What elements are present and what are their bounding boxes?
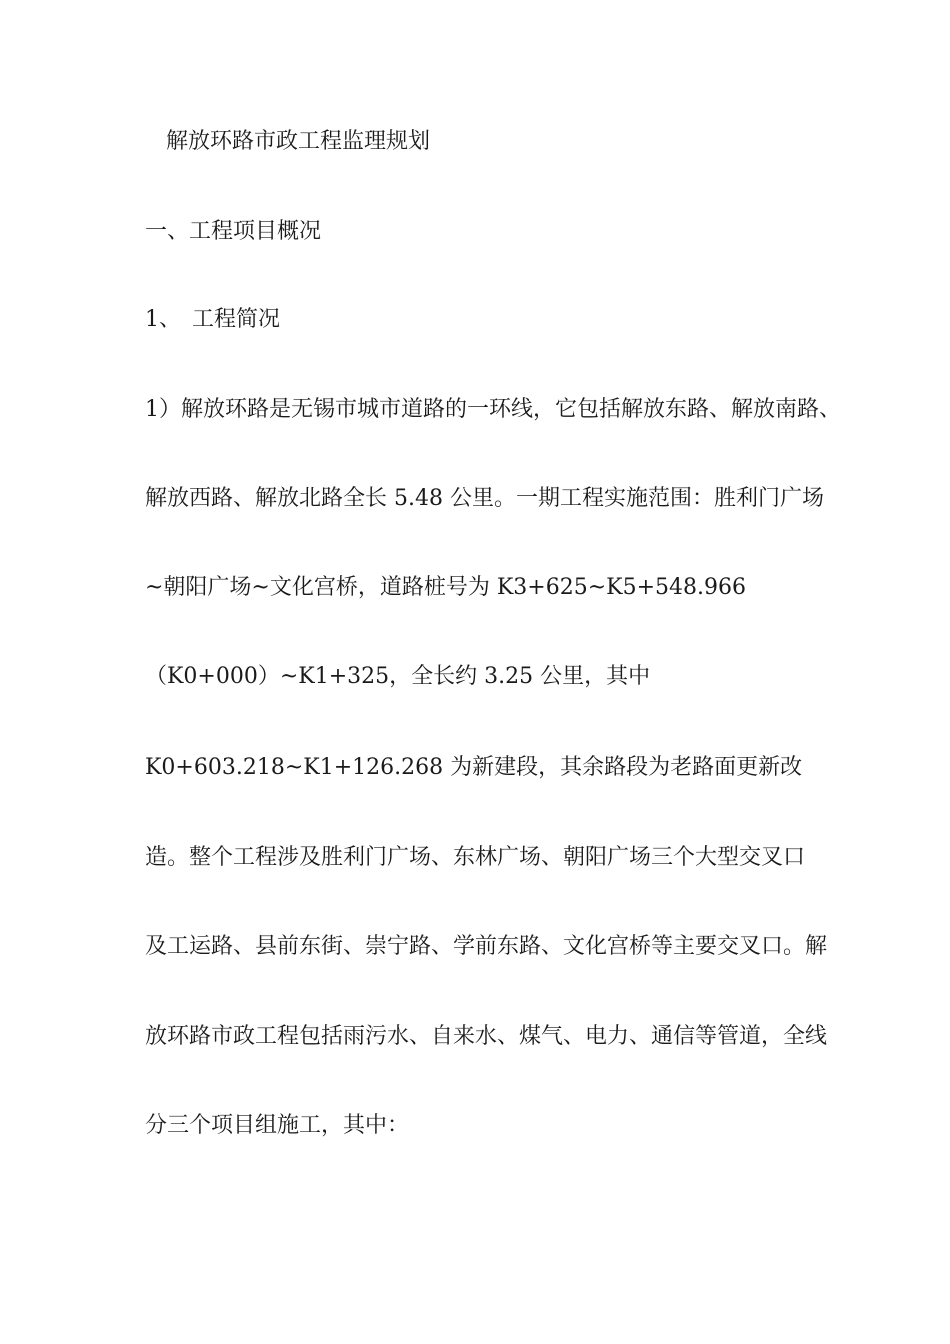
document-title: 解放环路市政工程监理规划 <box>166 129 431 154</box>
body-line: 放环路市政工程包括雨污水、自来水、煤气、电力、通信等管道，全线 <box>145 1024 828 1049</box>
body-line: 造。整个工程涉及胜利门广场、东林广场、朝阳广场三个大型交叉口 <box>145 845 806 870</box>
section-heading: 一、工程项目概况 <box>145 219 322 244</box>
body-line: 及工运路、县前东街、崇宁路、学前东路、文化宫桥等主要交叉口。解 <box>145 934 828 959</box>
body-line: 解放西路、解放北路全长 5.48 公里。一期工程实施范围：胜利门广场 <box>145 486 824 511</box>
subsection-heading: 1、 工程简况 <box>145 307 280 332</box>
body-line: K0+603.218~K1+126.268 为新建段，其余路段为老路面更新改 <box>145 755 803 780</box>
body-line: 1）解放环路是无锡市城市道路的一环线，它包括解放东路、解放南路、 <box>145 397 841 422</box>
body-line: （K0+000）~K1+325，全长约 3.25 公里，其中 <box>145 664 651 689</box>
body-line: 分三个项目组施工，其中： <box>145 1113 410 1138</box>
body-line: ~朝阳广场~文化宫桥，道路桩号为 K3+625~K5+548.966 <box>145 575 746 600</box>
